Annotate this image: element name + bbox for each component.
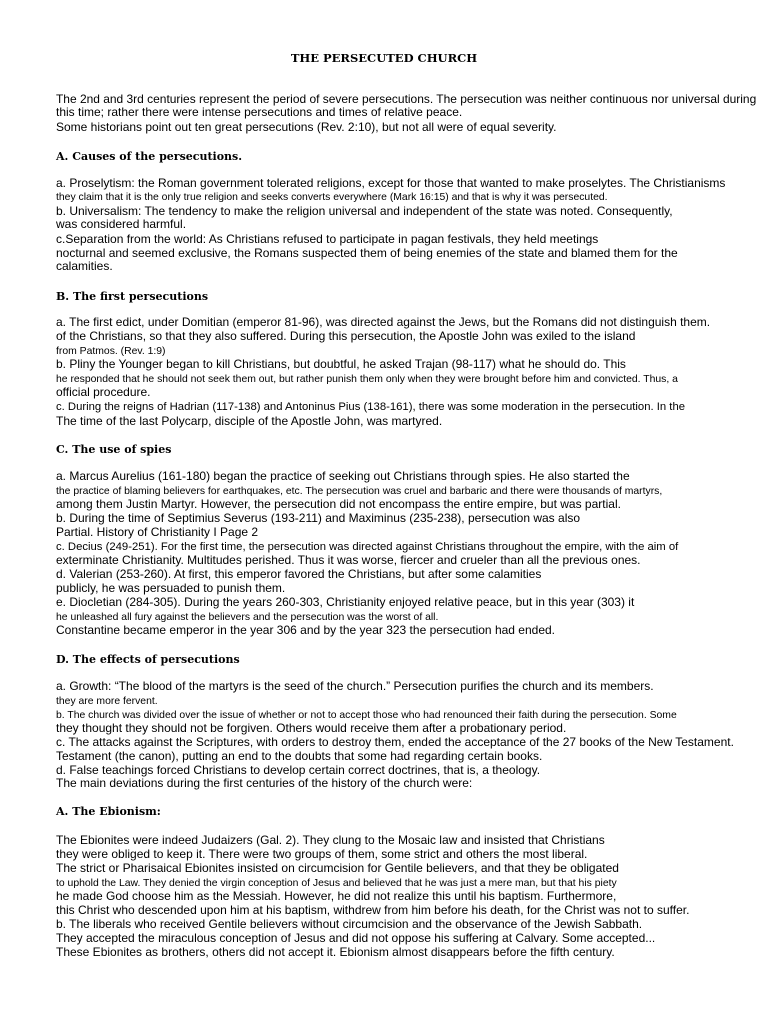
section-a-line: they claim that it is the only true religion and seeks converts everywhere (Mark 16:15) and that is why it was persecuted. (56, 192, 608, 203)
section-a-line: b. Universalism: The tendency to make the religion universal and independent of the state was noted. Consequently, (56, 204, 673, 218)
intro-line: this time; rather there were intense persecutions and times of relative peace. (56, 105, 463, 119)
section-a-line: c.Separation from the world: As Christians refused to participate in pagan festivals, they held meetings (56, 232, 599, 246)
section-d-line: The main deviations during the first centuries of the history of the church were: (56, 776, 473, 790)
section-d-heading: D. The effects of persecutions (56, 653, 240, 666)
section-b-line: c. During the reigns of Hadrian (117-138) and Antoninus Pius (138-161), there was some moderation in the persecution. In the (56, 401, 686, 413)
section-b-line: official procedure. (56, 385, 151, 399)
section-b-line: he responded that he should not seek them out, but rather punish them only when they were brought before him and convicted. Thus, a (56, 374, 678, 385)
section-ebionism-line: The Ebionites were indeed Judaizers (Gal. 2). They clung to the Mosaic law and insisted that Christians (56, 833, 605, 847)
section-d-line: a. Growth: “The blood of the martyrs is the seed of the church.” Persecution purifies the church and its members. (56, 679, 654, 693)
intro-line: The 2nd and 3rd centuries represent the period of severe persecutions. The persecution was neither continuous nor universal during (56, 92, 757, 106)
section-a-line: a. Proselytism: the Roman government tolerated religions, except for those that wanted to make proselytes. The Christianisms (56, 176, 726, 190)
section-b-heading: B. The first persecutions (56, 290, 209, 303)
section-c-line: c. Decius (249-251). For the first time, the persecution was directed against Christians throughout the empire, with the aim of (56, 541, 679, 553)
section-a-line: calamities. (56, 259, 113, 273)
section-c-line: b. During the time of Septimius Severus (193-211) and Maximinus (235-238), persecution was also (56, 511, 581, 525)
section-b-line: a. The first edict, under Domitian (emperor 81-96), was directed against the Jews, but the Romans did not distinguish them. (56, 315, 711, 329)
section-c-line: among them Justin Martyr. However, the persecution did not encompass the entire empire, but was partial. (56, 497, 621, 511)
section-c-line: he unleashed all fury against the believers and the persecution was the worst of all. (56, 612, 439, 623)
section-d-line: they are more fervent. (56, 696, 158, 707)
section-ebionism-line: These Ebionites as brothers, others did not accept it. Ebionism almost disappears before the fifth century. (56, 945, 615, 959)
section-b-line: from Patmos. (Rev. 1:9) (56, 346, 166, 357)
section-d-line: b. The church was divided over the issue of whether or not to accept those who had renounced their faith during the persecution. Some (56, 710, 677, 721)
section-ebionism-line: The strict or Pharisaical Ebionites insisted on circumcision for Gentile believers, and that they be obligated (56, 861, 619, 875)
document-title: THE PERSECUTED CHURCH (290, 51, 478, 65)
section-a-line: was considered harmful. (56, 217, 187, 231)
section-a-line: nocturnal and seemed exclusive, the Romans suspected them of being enemies of the state and blamed them for the (56, 246, 678, 260)
section-a-heading: A. Causes of the persecutions. (56, 150, 243, 163)
section-ebionism-line: b. The liberals who received Gentile believers without circumcision and the observance of the Jewish Sabbath. (56, 917, 643, 931)
section-ebionism-line: this Christ who descended upon him at his baptism, withdrew from him before his death, for the Christ was not to suffer. (56, 903, 690, 917)
section-b-line: b. Pliny the Younger began to kill Christians, but doubtful, he asked Trajan (98-117) what he should do. This (56, 357, 626, 371)
section-ebionism-heading: A. The Ebionism: (56, 805, 161, 818)
section-b-line: of the Christians, so that they also suffered. During this persecution, the Apostle John was exiled to the island (56, 329, 636, 343)
section-c-line: Partial. History of Christianity I Page 2 (56, 525, 259, 539)
section-d-line: d. False teachings forced Christians to develop certain correct doctrines, that is, a theology. (56, 763, 541, 777)
section-c-line: the practice of blaming believers for earthquakes, etc. The persecution was cruel and barbaric and there were thousands of martyrs, (56, 486, 663, 497)
section-ebionism-line: to uphold the Law. They denied the virgin conception of Jesus and believed that he was just a mere man, but that his piety (56, 878, 617, 889)
section-c-line: d. Valerian (253-260). At first, this emperor favored the Christians, but after some calamities (56, 567, 542, 581)
section-d-line: they thought they should not be forgiven. Others would receive them after a probationary period. (56, 721, 567, 735)
section-d-line: c. The attacks against the Scriptures, with orders to destroy them, ended the acceptance of the 27 books of the New Testament. (56, 735, 734, 749)
section-c-line: exterminate Christianity. Multitudes perished. Thus it was worse, fiercer and crueler than all the previous ones. (56, 553, 641, 567)
intro-line: Some historians point out ten great persecutions (Rev. 2:10), but not all were of equal severity. (56, 120, 557, 134)
section-c-line: publicly, he was persuaded to punish them. (56, 581, 286, 595)
section-b-line: The time of the last Polycarp, disciple of the Apostle John, was martyred. (56, 414, 443, 428)
section-c-line: Constantine became emperor in the year 306 and by the year 323 the persecution had ended. (56, 623, 556, 637)
section-ebionism-line: he made God choose him as the Messiah. However, he did not realize this until his baptism. Furthermore, (56, 889, 617, 903)
section-c-line: e. Diocletian (284-305). During the years 260-303, Christianity enjoyed relative peace, but in this year (303) it (56, 595, 635, 609)
section-c-heading: C. The use of spies (56, 443, 172, 456)
section-d-line: Testament (the canon), putting an end to the doubts that some had regarding certain books. (56, 749, 543, 763)
section-ebionism-line: They accepted the miraculous conception of Jesus and did not oppose his suffering at Calvary. Some accepted... (56, 931, 656, 945)
section-ebionism-line: they were obliged to keep it. There were two groups of them, some strict and others the most liberal. (56, 847, 588, 861)
section-c-line: a. Marcus Aurelius (161-180) began the practice of seeking out Christians through spies. He also started the (56, 469, 630, 483)
